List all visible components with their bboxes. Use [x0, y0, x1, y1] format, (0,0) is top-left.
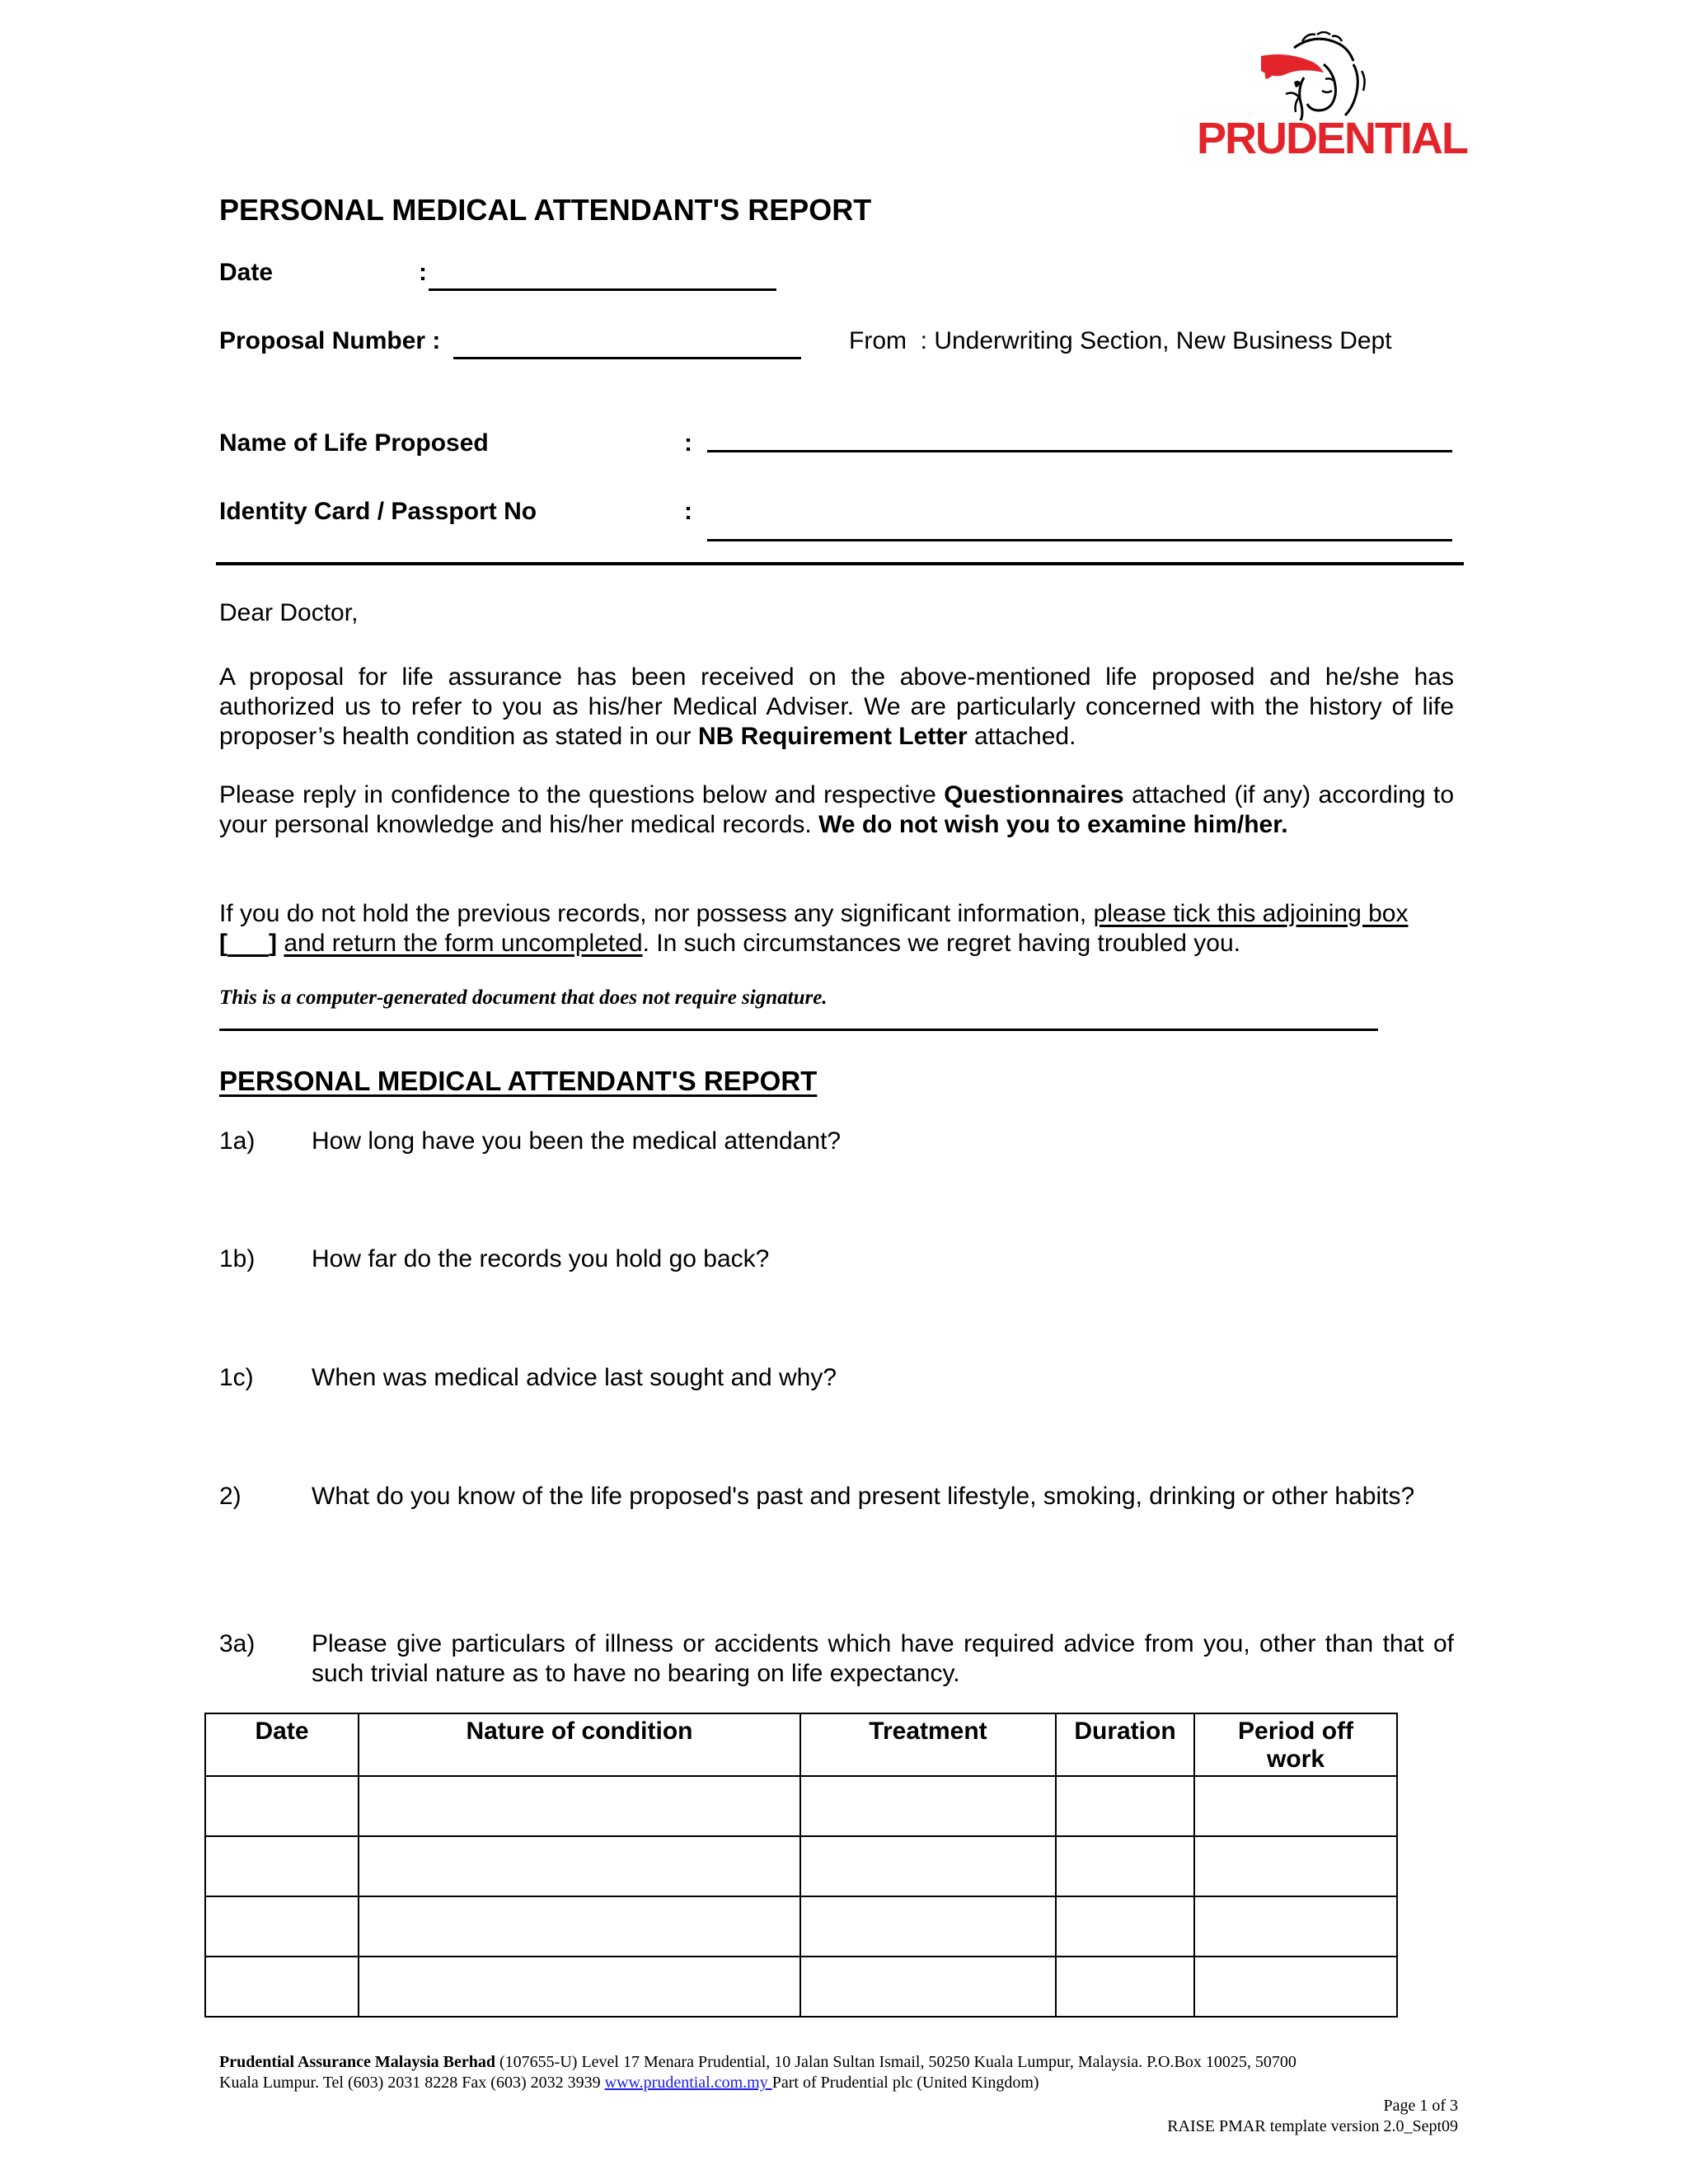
proposal-number-label: Proposal Number :	[219, 327, 441, 354]
life-proposed-label: Name of Life Proposed	[219, 429, 489, 457]
id-passport-field[interactable]	[707, 539, 1452, 541]
table-cell[interactable]	[800, 1957, 1056, 2017]
column-header-period-off-work: Period off work	[1194, 1713, 1397, 1776]
footer-address: Prudential Assurance Malaysia Berhad (107655-U) Level 17 Menara Prudential, 10 Jalan Sultan Ismail, 50250 Kuala Lumpur, Malaysia. P.O.Box 10025, 50700 Kuala Lumpur. Tel (603) 2031 8228 Fax (603) 2032 3939 www.prudential.com.my Part of Prudential plc (United Kingdom)	[219, 2053, 1296, 2092]
date-colon: :	[419, 259, 427, 286]
prudential-logo	[1170, 31, 1467, 163]
table-cell[interactable]	[1194, 1896, 1397, 1957]
page-number: Page 1 of 3	[1383, 2097, 1458, 2115]
letter-paragraph-3: If you do not hold the previous records, nor possess any significant information, please tick this adjoining box [ ] and return the form uncompleted. In such circumstances we regret having troubled you.	[219, 900, 1409, 957]
column-header-date: Date	[205, 1713, 359, 1776]
template-version: RAISE PMAR template version 2.0_Sept09	[1167, 2117, 1458, 2135]
table-header-row	[205, 1713, 1397, 1776]
section-divider	[216, 562, 1464, 565]
id-passport-colon: :	[684, 498, 692, 525]
illness-history-table	[204, 1713, 1398, 2018]
question-1c-number: 1c)	[219, 1364, 254, 1391]
footer-company: Prudential Assurance Malaysia Berhad	[219, 2053, 496, 2071]
table-cell[interactable]	[800, 1776, 1056, 1836]
from-department: From : Underwriting Section, New Business Dept	[849, 327, 1392, 354]
page-title: PERSONAL MEDICAL ATTENDANT'S REPORT	[219, 193, 872, 227]
table-cell[interactable]	[359, 1957, 800, 2017]
table-cell[interactable]	[800, 1836, 1056, 1896]
table-cell[interactable]	[205, 1836, 359, 1896]
no-examination-notice: We do not wish you to examine him/her.	[818, 811, 1288, 838]
question-3a-number: 3a)	[219, 1630, 256, 1657]
table-cell[interactable]	[205, 1957, 359, 2017]
table-cell[interactable]	[205, 1776, 359, 1836]
report-heading: PERSONAL MEDICAL ATTENDANT'S REPORT	[219, 1066, 818, 1096]
table-cell[interactable]	[1056, 1896, 1194, 1957]
table-cell[interactable]	[800, 1896, 1056, 1957]
date-label: Date	[219, 259, 274, 286]
notice-divider	[219, 1029, 1378, 1031]
questionnaires-term: Questionnaires	[944, 781, 1124, 808]
table-cell[interactable]	[359, 1836, 800, 1896]
column-header-nature: Nature of condition	[359, 1713, 800, 1776]
question-2-number: 2)	[219, 1483, 241, 1510]
letter-paragraph-2: Please reply in confidence to the questions below and respective Questionnaires attached (if any) according to your personal knowledge and his/her medical records. We do not wish you to examine him/her.	[219, 781, 1455, 838]
date-field[interactable]	[429, 288, 776, 291]
question-1a-number: 1a)	[219, 1127, 256, 1155]
table-row	[205, 1776, 1397, 1836]
question-2-text: What do you know of the life proposed's past and present lifestyle, smoking, drinking or other habits?	[312, 1483, 1415, 1510]
table-cell[interactable]	[1194, 1836, 1397, 1896]
question-1a-text: How long have you been the medical attendant?	[312, 1127, 842, 1155]
table-cell[interactable]	[359, 1776, 800, 1836]
computer-generated-notice: This is a computer-generated document that does not require signature.	[219, 987, 828, 1009]
nb-requirement-letter: NB Requirement Letter	[697, 723, 968, 750]
life-proposed-field[interactable]	[707, 450, 1452, 452]
table-cell[interactable]	[1056, 1836, 1194, 1896]
question-1c-text: When was medical advice last sought and why?	[312, 1364, 837, 1391]
tick-box[interactable]: [ ]	[219, 930, 278, 957]
table-row	[205, 1836, 1397, 1896]
table-cell[interactable]	[205, 1896, 359, 1957]
prudence-head-icon	[1170, 31, 1467, 122]
table-cell[interactable]	[1056, 1776, 1194, 1836]
letter-paragraph-1: A proposal for life assurance has been received on the above-mentioned life proposed and he/she has authorized us to refer to you as his/her Medical Adviser. We are particularly concerned with the history of life proposer’s health condition as stated in our NB Requirement Letter attached.	[219, 663, 1454, 750]
column-header-duration: Duration	[1056, 1713, 1194, 1776]
column-header-treatment: Treatment	[800, 1713, 1056, 1776]
proposal-number-field[interactable]	[453, 357, 801, 359]
question-3a-text: Please give particulars of illness or accidents which have required advice from you, other than that of such trivial nature as to have no bearing on life expectancy.	[312, 1630, 1454, 1687]
greeting: Dear Doctor,	[219, 599, 359, 626]
question-1b-text: How far do the records you hold go back?	[312, 1245, 770, 1272]
life-proposed-colon: :	[684, 429, 692, 457]
table-cell[interactable]	[359, 1896, 800, 1957]
website-link[interactable]: www.prudential.com.my	[604, 2074, 772, 2092]
table-row	[205, 1957, 1397, 2017]
table-cell[interactable]	[1056, 1957, 1194, 2017]
table-cell[interactable]	[1194, 1776, 1397, 1836]
table-row	[205, 1896, 1397, 1957]
table-cell[interactable]	[1194, 1957, 1397, 2017]
question-1b-number: 1b)	[219, 1245, 256, 1272]
brand-wordmark: PRUDENTIAL	[1197, 114, 1467, 163]
id-passport-label: Identity Card / Passport No	[219, 498, 537, 525]
